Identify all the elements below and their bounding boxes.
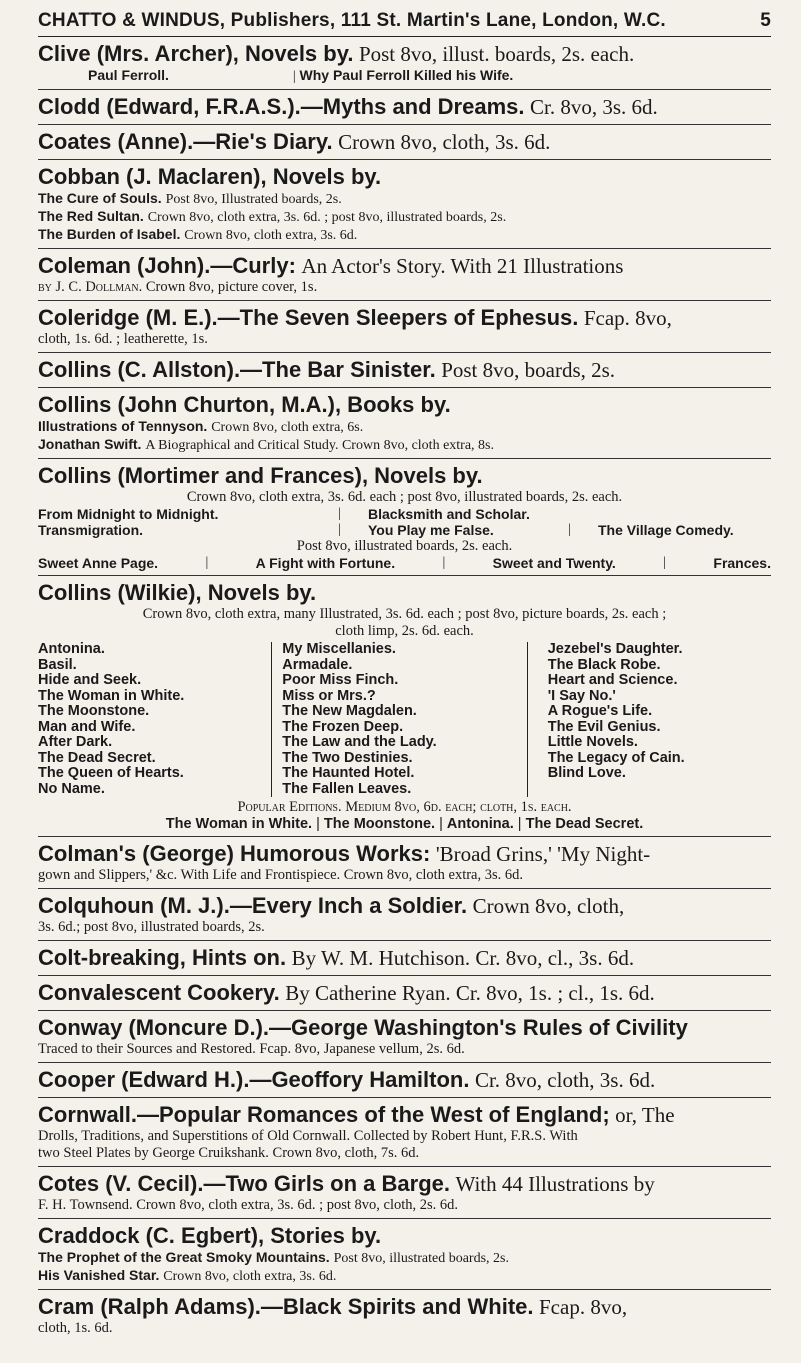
title: Little Novels. [547, 734, 638, 750]
entry-pub: Fcap. 8vo, [539, 1295, 628, 1319]
title: My Miscellanies. [282, 641, 396, 657]
title: The Red Sultan. [38, 208, 144, 224]
entry-colt-breaking [38, 941, 771, 976]
title: His Vanished Star. [38, 1267, 160, 1283]
title: Frances. [713, 555, 771, 571]
entry-heading: Cobban (J. Maclaren), Novels by. [38, 164, 382, 189]
title: The New Magdalen. [282, 703, 417, 719]
entry-pub: or, The [615, 1103, 675, 1127]
popular-editions-note: Popular Editions. Medium 8vo, 6d. each; cloth, 1s. each. [237, 799, 572, 815]
entry-pub: Cr. 8vo, cloth, 3s. 6d. [474, 1068, 656, 1092]
edition-note: Traced to their Sources and Restored. Fcap. 8vo, Japanese vellum, 2s. 6d. [38, 1041, 465, 1057]
entry-collins-wilkie: Collins (Wilkie), Novels by. Crown 8vo, cloth extra, many Illustrated, 3s. 6d. each ; post 8vo, picture boards, 2s. each ; cloth limp, 2s. 6d. each. Antonina. Basil. Hide and Seek. The Woman in White. The Moonstone. Man and Wife. After Dark. The Dead Secret. The Queen of Hearts. No Name. My Miscellanies. Armadale. Poor Miss Finch. Miss or Mrs.? The New Magdalen. The Frozen Deep. The Law and the Lady. The Two Destinies. The Haunted Hotel. The Fallen Leaves. Jezebel's Daughter. The Black Robe. Heart and Science. 'I Say No.' A Rogue's Life. The Evil Genius. Little Novels. The Legacy of Cain. Blind Love. Popular Editions. Medium 8vo, 6d. each; cloth, 1s. each. The Woman in White. | The Moonstone. | Antonina. | The Dead Secret. [38, 576, 771, 837]
edition-note: two Steel Plates by George Cruikshank. Crown 8vo, cloth, 7s. 6d. [38, 1145, 420, 1161]
title: A Fight with Fortune. [255, 555, 396, 571]
separator: | [442, 555, 446, 570]
title: The Dead Secret. [38, 749, 156, 766]
title: The Fallen Leaves. [282, 780, 412, 797]
title: Blind Love. [547, 765, 626, 781]
entry-pub: Post 8vo, boards, 2s. [441, 358, 616, 382]
entry-heading: Clodd (Edward, F.R.A.S.).—Myths and Dreams. [38, 94, 525, 119]
title-column [528, 642, 771, 797]
title: Antonina. [38, 641, 105, 657]
entry-clive [38, 37, 771, 90]
entry-collins-jc [38, 388, 771, 459]
entry-heading: Conway (Moncure D.).—George Washington's Rules of Civility [38, 1015, 688, 1040]
entry-heading: Collins (Wilkie), Novels by. [38, 580, 317, 605]
entry-heading: Colt-breaking, Hints on. [38, 945, 287, 970]
edition-note: Post 8vo, Illustrated boards, 2s. [165, 192, 342, 207]
entry-cram [38, 1290, 771, 1341]
title: The Prophet of the Great Smoky Mountains. [38, 1249, 330, 1265]
entry-heading: Coleman (John).—Curly: [38, 253, 296, 278]
entry-pub: Fcap. 8vo, [583, 306, 672, 330]
edition-note: cloth, 1s. 6d. ; leatherette, 1s. [38, 331, 208, 347]
entry-collins-c [38, 353, 771, 388]
title: The Two Destinies. [282, 749, 413, 766]
entry-convalescent-cookery [38, 976, 771, 1011]
edition-note: Post 8vo, illustrated boards, 2s. [333, 1251, 509, 1266]
title: The Burden of Isabel. [38, 226, 181, 242]
separator: | [338, 506, 341, 521]
edition-note: 3s. 6d.; post 8vo, illustrated boards, 2s. [38, 919, 265, 935]
title-column [271, 642, 527, 797]
title: 'I Say No.' [547, 687, 616, 704]
entry-heading: Collins (Mortimer and Frances), Novels by. [38, 463, 483, 488]
separator: | [338, 522, 341, 537]
separator: | [568, 522, 571, 537]
title: The Black Robe. [547, 656, 661, 673]
entry-coates [38, 125, 771, 160]
entry-cooper [38, 1063, 771, 1098]
entry-collins-mf [38, 459, 771, 576]
entry-colman [38, 837, 771, 889]
title: The Moonstone. [38, 703, 150, 719]
title: Sweet Anne Page. [38, 555, 159, 571]
entry-heading: Coleridge (M. E.).—The Seven Sleepers of Ephesus. [38, 305, 579, 330]
title: You Play me False. [368, 522, 494, 538]
entry-heading: Colquhoun (M. J.).—Every Inch a Soldier. [38, 893, 468, 918]
title: The Woman in White. [165, 816, 313, 832]
title: No Name. [38, 780, 105, 797]
title: Jezebel's Daughter. [547, 641, 683, 657]
title: Man and Wife. [38, 718, 136, 735]
title: Jonathan Swift. [38, 436, 142, 452]
title: The Evil Genius. [547, 718, 661, 735]
title: Armadale. [282, 656, 353, 673]
entry-pub: 'Broad Grins,' 'My Night- [435, 842, 651, 866]
edition-note: Post 8vo, illustrated boards, 2s. each. [296, 538, 513, 554]
entry-heading: Collins (John Churton, M.A.), Books by. [38, 392, 451, 417]
illustrator: by J. C. Dollman. [38, 279, 143, 295]
title: Heart and Science. [547, 672, 678, 688]
title: The Cure of Souls. [38, 190, 162, 206]
entry-pub: Crown 8vo, cloth, [472, 894, 625, 918]
entry-heading: Cooper (Edward H.).—Geoffory Hamilton. [38, 1067, 470, 1092]
entry-heading: Clive (Mrs. Archer), Novels by. [38, 41, 354, 66]
separator: | [292, 69, 296, 84]
title: The Moonstone. [323, 816, 436, 832]
entry-pub: By W. M. Hutchison. Cr. 8vo, cl., 3s. 6d. [291, 946, 635, 970]
edition-note: Crown 8vo, cloth extra, many Illustrated, 3s. 6d. each ; post 8vo, picture boards, 2s. each ; [142, 606, 667, 622]
edition-note: Crown 8vo, cloth extra, 6s. [211, 420, 364, 435]
entry-conway [38, 1011, 771, 1063]
edition-note: Crown 8vo, cloth extra, 3s. 6d. [184, 228, 358, 243]
edition-note: F. H. Townsend. Crown 8vo, cloth extra, 3s. 6d. ; post 8vo, cloth, 2s. 6d. [38, 1197, 459, 1213]
running-head [38, 0, 771, 37]
entry-cotes [38, 1167, 771, 1219]
entry-heading: Coates (Anne).—Rie's Diary. [38, 129, 333, 154]
entry-heading: Convalescent Cookery. [38, 980, 280, 1005]
title-columns [38, 642, 771, 797]
title: The Haunted Hotel. [282, 765, 415, 781]
title: The Dead Secret. [525, 816, 644, 832]
separator: | [663, 555, 667, 570]
title-column [38, 642, 271, 797]
title: A Rogue's Life. [547, 703, 653, 719]
entry-pub: By Catherine Ryan. Cr. 8vo, 1s. ; cl., 1s. 6d. [285, 981, 655, 1005]
title: Miss or Mrs.? [282, 687, 376, 704]
entry-heading: Cotes (V. Cecil).—Two Girls on a Barge. [38, 1171, 450, 1196]
title: The Law and the Lady. [282, 734, 437, 750]
title: Poor Miss Finch. [282, 672, 399, 688]
title: Illustrations of Tennyson. [38, 418, 208, 434]
title: The Woman in White. [38, 687, 185, 704]
entry-cobban [38, 160, 771, 249]
title: The Frozen Deep. [282, 718, 404, 735]
entry-pub: With 44 Illustrations by [455, 1172, 655, 1196]
edition-note: cloth limp, 2s. 6d. each. [335, 623, 474, 639]
entry-pub: An Actor's Story. With 21 Illustrations [301, 254, 624, 278]
publisher-line: CHATTO & WINDUS, Publishers, 111 St. Martin's Lane, London, W.C. [38, 10, 666, 31]
entry-pub: Crown 8vo, cloth, 3s. 6d. [338, 130, 551, 154]
title: Why Paul Ferroll Killed his Wife. [299, 67, 514, 83]
title: After Dark. [38, 734, 113, 750]
edition-note: Crown 8vo, picture cover, 1s. [145, 279, 318, 295]
title: Blacksmith and Scholar. [368, 506, 530, 522]
entry-heading: Cram (Ralph Adams).—Black Spirits and White. [38, 1294, 534, 1319]
entry-heading: Collins (C. Allston).—The Bar Sinister. [38, 357, 436, 382]
entry-clodd [38, 90, 771, 125]
title: The Village Comedy. [598, 522, 734, 538]
entry-heading: Craddock (C. Egbert), Stories by. [38, 1223, 382, 1248]
entry-colquhoun [38, 889, 771, 941]
title: The Legacy of Cain. [547, 749, 685, 766]
edition-note: Crown 8vo, cloth extra, 3s. 6d. each ; post 8vo, illustrated boards, 2s. each. [186, 489, 623, 505]
entry-craddock [38, 1219, 771, 1290]
edition-note: gown and Slippers,' &c. With Life and Frontispiece. Crown 8vo, cloth extra, 3s. 6d. [38, 867, 524, 883]
title: Transmigration. [38, 522, 144, 538]
edition-note: cloth, 1s. 6d. [38, 1320, 113, 1336]
title: Antonina. [446, 816, 514, 832]
entry-coleman [38, 249, 771, 301]
entry-pub: Cr. 8vo, 3s. 6d. [530, 95, 658, 119]
title: Basil. [38, 656, 77, 673]
title: Paul Ferroll. [88, 67, 169, 83]
edition-note: A Biographical and Critical Study. Crown 8vo, cloth extra, 8s. [145, 438, 494, 453]
title: From Midnight to Midnight. [38, 506, 219, 522]
page-number: 5 [760, 10, 771, 31]
title: Sweet and Twenty. [492, 555, 616, 571]
title: Hide and Seek. [38, 672, 142, 688]
entry-heading: Cornwall.—Popular Romances of the West of England; [38, 1102, 610, 1127]
edition-note: Crown 8vo, cloth extra, 3s. 6d. ; post 8vo, illustrated boards, 2s. [147, 210, 507, 225]
edition-note: Crown 8vo, cloth extra, 3s. 6d. [163, 1269, 337, 1284]
edition-note: Drolls, Traditions, and Superstitions of Old Cornwall. Collected by Robert Hunt, F.R.S. With [38, 1128, 578, 1144]
entry-cornwall [38, 1098, 771, 1167]
entry-heading: Colman's (George) Humorous Works: [38, 841, 431, 866]
entry-coleridge [38, 301, 771, 353]
separator: | [205, 555, 209, 570]
title: The Queen of Hearts. [38, 765, 184, 781]
entry-pub: Post 8vo, illust. boards, 2s. each. [358, 42, 635, 66]
